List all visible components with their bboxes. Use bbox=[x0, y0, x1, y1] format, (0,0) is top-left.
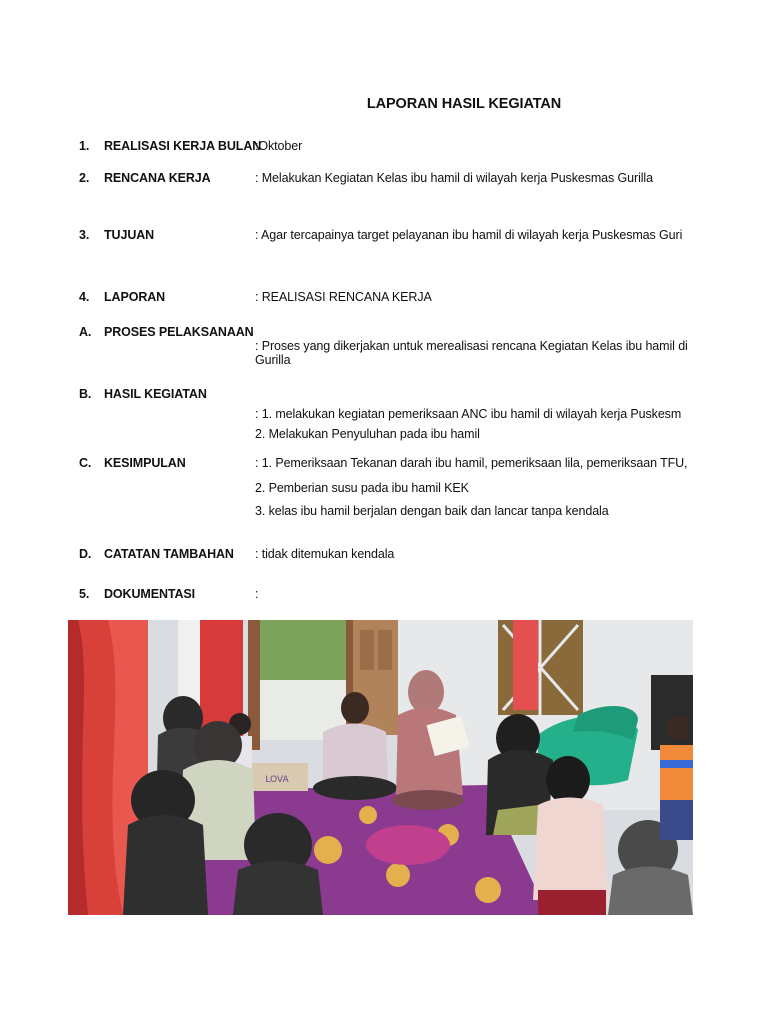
row-value-proses: : Proses yang dikerjakan untuk merealisasi rencana Kegiatan Kelas ibu hamil di bbox=[255, 339, 688, 353]
row-number: 5. bbox=[79, 587, 90, 601]
row-label-proses: PROSES PELAKSANAAN bbox=[104, 325, 254, 339]
row-value-rencana: : Melakukan Kegiatan Kelas ibu hamil di wilayah kerja Puskesmas Gurilla bbox=[255, 171, 653, 185]
row-number: 3. bbox=[79, 228, 90, 242]
row-value-laporan: : REALISASI RENCANA KERJA bbox=[255, 290, 432, 304]
row-value-hasil-2: 2. Melakukan Penyuluhan pada ibu hamil bbox=[255, 427, 480, 441]
row-value-kesimpulan-2: 2. Pemberian susu pada ibu hamil KEK bbox=[255, 481, 469, 495]
row-number: B. bbox=[79, 387, 92, 401]
row-number: 4. bbox=[79, 290, 90, 304]
row-label-hasil: HASIL KEGIATAN bbox=[104, 387, 207, 401]
page-title: LAPORAN HASIL KEGIATAN bbox=[366, 96, 562, 112]
row-label-dokumentasi: DOKUMENTASI bbox=[104, 587, 196, 601]
row-value-kesimpulan-1: : 1. Pemeriksaan Tekanan darah ibu hamil, pemeriksaan lila, pemeriksaan TFU, bbox=[255, 456, 688, 470]
row-value-proses-cont: Gurilla bbox=[255, 353, 291, 367]
row-value-realisasi: :Oktober bbox=[255, 139, 303, 153]
row-label-rencana: RENCANA KERJA bbox=[104, 171, 211, 185]
documentation-photo bbox=[68, 620, 693, 915]
row-value-dokumentasi: : bbox=[255, 587, 259, 601]
box-label: LOVA bbox=[265, 775, 289, 785]
row-number: 2. bbox=[79, 171, 90, 185]
row-value-kesimpulan-3: 3. kelas ibu hamil berjalan dengan baik dan lancar tanpa kendala bbox=[255, 504, 609, 518]
row-label-kesimpulan: KESIMPULAN bbox=[104, 456, 186, 470]
row-label-laporan: LAPORAN bbox=[104, 290, 166, 304]
row-label-catatan: CATATAN TAMBAHAN bbox=[104, 547, 234, 561]
row-number: D. bbox=[79, 547, 92, 561]
row-number: A. bbox=[79, 325, 92, 339]
row-number: C. bbox=[79, 456, 92, 470]
row-label-tujuan: TUJUAN bbox=[104, 228, 155, 242]
row-value-tujuan: : Agar tercapainya target pelayanan ibu hamil di wilayah kerja Puskesmas Guri bbox=[255, 228, 683, 242]
row-value-catatan: : tidak ditemukan kendala bbox=[255, 547, 395, 561]
row-number: 1. bbox=[79, 139, 90, 153]
row-value-hasil-1: : 1. melakukan kegiatan pemeriksaan ANC ibu hamil di wilayah kerja Puskesm bbox=[255, 407, 682, 421]
row-label-realisasi: REALISASI KERJA BULAN bbox=[104, 139, 262, 153]
